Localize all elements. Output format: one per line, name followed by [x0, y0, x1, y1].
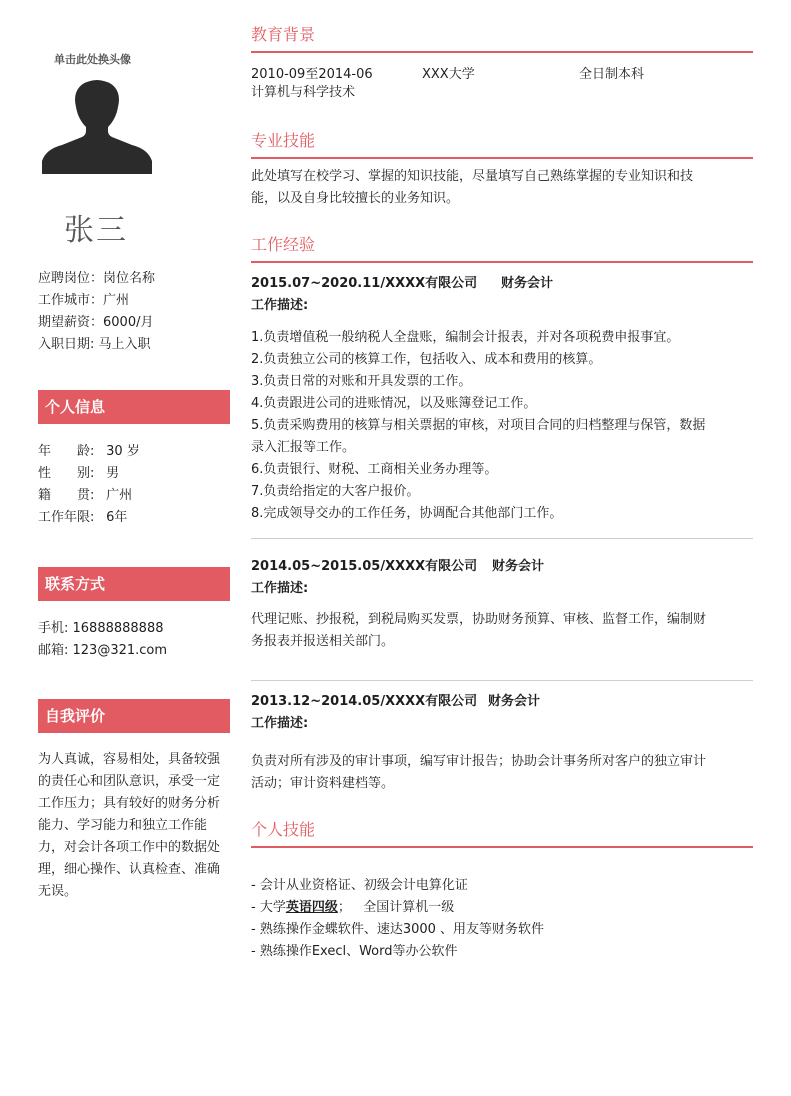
job-header: 2014.05~2015.05/XXXX有限公司 财务会计 [251, 559, 545, 574]
skill-highlight: 英语四级 [285, 900, 338, 915]
basic-info-row: 入职日期: 马上入职 [38, 337, 151, 352]
job-desc-text: 代理记账、抄报税，到税局购买发票，协助财务预算、审核、监督工作，编制财 务报表并报送相关部门。 [251, 612, 707, 649]
skills-divider [251, 157, 753, 159]
personal-info-heading: 个人信息 [38, 390, 230, 424]
education-row: 2010-09至2014-06 XXX大学 全日制本科 [251, 67, 645, 82]
job-desc-text: 1.负责增值税一般纳税人全盘账，编制会计报表，并对各项税费申报事宜。 2.负责独立公司的核算工作，包括收入、成本和费用的核算。 3.负责日常的对账和开具发票的工作。 4.负责跟进公司的进账情况，以及账簿登记工作。 5.负责采购费用的核算与相关票据的审核，对项目合同的归档整理与保管，数据 录入汇报等工作。 6.负责银行、财税、工商相关业务办理等。 7.负责给指定的大客户报价。 8.完成领导交办的工作任务，协调配合其他部门工作。 [251, 330, 706, 521]
contact-phone: 手机: 16888888888 [38, 621, 164, 636]
basic-info-row: 工作城市：广州 [38, 293, 130, 308]
skill-item: - 熟练操作Execl、Word等办公软件 [251, 944, 458, 959]
avatar-placeholder-icon[interactable] [42, 79, 152, 174]
personal-skills-heading: 个人技能 [251, 820, 316, 839]
skills-heading: 专业技能 [251, 131, 316, 150]
experience-heading: 工作经验 [251, 235, 316, 254]
personal-info-row: 工作年限: 6年 [38, 510, 128, 525]
job-divider [251, 538, 753, 539]
basic-info-row: 应聘岗位：岗位名称 [38, 271, 156, 286]
job-desc-label: 工作描述: [251, 298, 309, 313]
skill-item: - 大学英语四级； 全国计算机一级 [251, 900, 455, 915]
personal-skills-list [251, 875, 747, 963]
education-major: 计算机与科学技术 [251, 85, 356, 100]
experience-divider [251, 261, 753, 263]
contact-email: 邮箱: 123@321.com [38, 643, 168, 658]
job-header: 2015.07~2020.11/XXXX有限公司 财务会计 [251, 276, 554, 291]
skills-text: 此处填写在校学习、掌握的知识技能，尽量填写自己熟练掌握的专业知识和技 能，以及自身比较擅长的业务知识。 [251, 169, 694, 206]
job-desc-text: 负责对所有涉及的审计事项，编写审计报告；协助会计事务所对客户的独立审计 活动；审计资料建档等。 [251, 754, 707, 791]
contact-list [38, 618, 167, 662]
skill-item: - 熟练操作金蝶软件、速达3000 、用友等财务软件 [251, 922, 545, 937]
candidate-name: 张三 [64, 213, 128, 248]
personal-info-row: 年 龄: 30 岁 [38, 444, 140, 459]
contact-heading: 联系方式 [38, 567, 230, 601]
personal-info-row: 籍 贯: 广州 [38, 488, 133, 503]
education-divider [251, 51, 753, 53]
personal-info-list [38, 441, 140, 529]
personal-skills-divider [251, 846, 753, 848]
skill-item: - 会计从业资格证、初级会计电算化证 [251, 878, 468, 893]
job-desc-label: 工作描述: [251, 716, 309, 731]
job-desc-label: 工作描述: [251, 581, 309, 596]
education-heading: 教育背景 [251, 25, 316, 44]
self-eval-text: 为人真诚，容易相处，具备较强 的责任心和团队意识，承受一定 工作压力；具有较好的财务分析 能力、学习能力和独立工作能 力，对会计各项工作中的数据处 理，细心操作、认真检查、准确 无误。 [38, 752, 221, 899]
job-header: 2013.12~2014.05/XXXX有限公司 财务会计 [251, 694, 541, 709]
job-divider [251, 680, 753, 681]
avatar-hint[interactable]: 单击此处换头像 [54, 53, 131, 66]
basic-info [38, 268, 155, 356]
self-eval-heading: 自我评价 [38, 699, 230, 733]
basic-info-row: 期望薪资：6000/月 [38, 315, 154, 330]
personal-info-row: 性 别: 男 [38, 466, 120, 481]
